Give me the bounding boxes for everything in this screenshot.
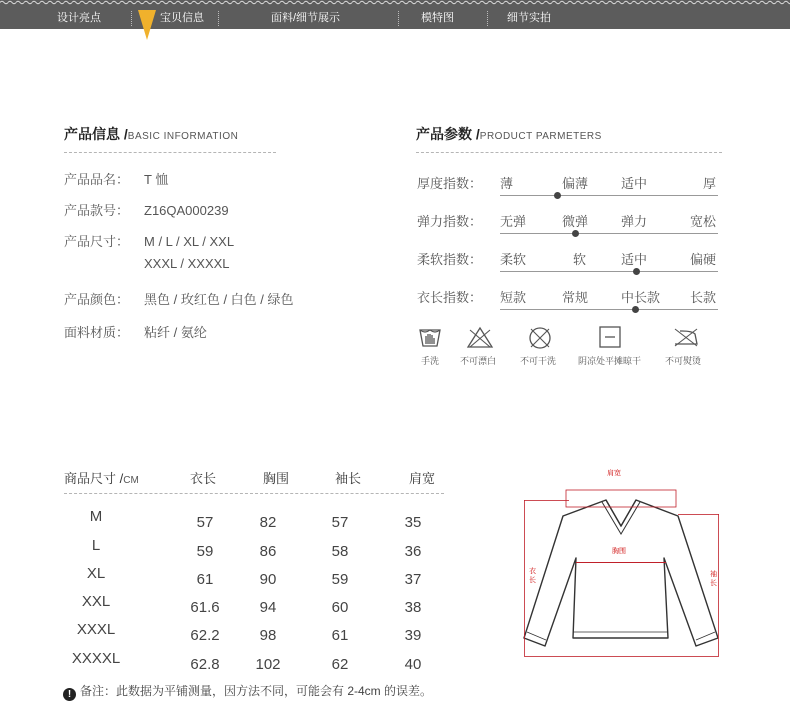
- param-scale-option: 偏硬: [690, 252, 717, 267]
- param-scale-option: 常规: [562, 290, 589, 305]
- size-label: XXXXL: [71, 650, 121, 667]
- no-bleach-icon: [466, 326, 494, 350]
- table-cell: 62: [331, 656, 349, 673]
- table-cell: 36: [404, 543, 422, 560]
- size-label: XL: [86, 565, 106, 582]
- table-cell: 38: [404, 599, 422, 616]
- nav-item-fabric[interactable]: 面料/细节展示: [271, 12, 341, 24]
- nav-active-pointer: [138, 10, 156, 40]
- care-label: 不可漂白: [460, 356, 497, 366]
- param-scale-marker: [632, 306, 639, 313]
- measurement-note: ! 备注：此数据为平铺测量，因方法不同，可能会有 2-4cm 的误差。: [63, 682, 432, 701]
- table-cell: 86: [259, 543, 277, 560]
- table-cell: 82: [259, 514, 277, 531]
- divider: [64, 152, 276, 153]
- column-header: 衣长: [190, 471, 217, 486]
- hand-wash-icon: [419, 326, 441, 350]
- info-row-material: 面料材质： 粘纤 / 氨纶: [64, 325, 207, 340]
- no-dry-clean-icon: [528, 326, 552, 350]
- param-scale-track: [500, 195, 718, 196]
- param-scale-option: 偏薄: [562, 176, 589, 191]
- info-row-sizes-cont: XXXL / XXXXL: [144, 256, 230, 271]
- table-cell: 37: [404, 571, 422, 588]
- top-nav-bar: [0, 0, 790, 29]
- shade-flat-dry-icon: [599, 326, 621, 348]
- param-scale-option: 弹力: [621, 214, 648, 229]
- product-info-title: 产品信息 /BASIC INFORMATION: [64, 126, 239, 142]
- table-cell: 59: [331, 571, 349, 588]
- param-scale-option: 适中: [621, 176, 648, 191]
- table-cell: 94: [259, 599, 277, 616]
- care-label: 阴凉处平摊晾干: [578, 356, 642, 366]
- chest-measure-line: [576, 562, 666, 563]
- tshirt-outline: [524, 500, 718, 646]
- table-cell: 62.8: [190, 656, 220, 673]
- table-cell: 57: [196, 514, 214, 531]
- garment-measurement-diagram: [518, 478, 728, 664]
- param-scale-track: [500, 309, 718, 310]
- info-icon: !: [63, 688, 76, 701]
- table-cell: 61.6: [190, 599, 220, 616]
- table-cell: 35: [404, 514, 422, 531]
- table-cell: 62.2: [190, 627, 220, 644]
- divider: [64, 493, 444, 494]
- chest-label: 胸围: [612, 548, 626, 555]
- nav-separator: [218, 11, 219, 26]
- care-label: 不可熨烫: [665, 356, 702, 366]
- param-scale-label: 厚度指数：: [417, 176, 483, 191]
- length-measure-line: [524, 500, 525, 656]
- nav-wave-border: [0, 0, 790, 5]
- table-cell: 102: [255, 656, 281, 673]
- param-scale-option: 薄: [500, 176, 514, 191]
- table-cell: 39: [404, 627, 422, 644]
- column-header: 袖长: [335, 471, 362, 486]
- param-scale-option: 短款: [500, 290, 527, 305]
- param-scale-option: 宽松: [690, 214, 717, 229]
- shoulder-measure-line: [566, 490, 676, 507]
- divider: [416, 152, 722, 153]
- nav-separator: [398, 11, 399, 26]
- nav-item-product-info[interactable]: 宝贝信息: [160, 12, 204, 24]
- sleeve-label-2: 长: [710, 580, 717, 587]
- column-header: 肩宽: [409, 471, 436, 486]
- no-iron-icon: [672, 326, 700, 348]
- care-label: 不可干洗: [520, 356, 557, 366]
- param-scale-label: 衣长指数：: [417, 290, 483, 305]
- care-label: 手洗: [421, 356, 440, 366]
- param-scale-option: 长款: [690, 290, 717, 305]
- size-label: M: [89, 508, 103, 525]
- param-scale-marker: [554, 192, 561, 199]
- table-cell: 40: [404, 656, 422, 673]
- table-cell: 58: [331, 543, 349, 560]
- nav-item-model[interactable]: 模特图: [421, 12, 454, 24]
- param-scale-option: 适中: [621, 252, 648, 267]
- shoulder-width-label: 肩宽: [607, 470, 621, 477]
- table-cell: 61: [331, 627, 349, 644]
- nav-item-detail-photos[interactable]: 细节实拍: [507, 12, 551, 24]
- length-label-1: 衣: [529, 568, 536, 575]
- param-scale-option: 厚: [703, 176, 717, 191]
- sleeve-label-1: 袖: [710, 571, 717, 578]
- length-label-2: 长: [529, 577, 536, 584]
- column-header: 胸围: [263, 471, 290, 486]
- param-scale-track: [500, 271, 718, 272]
- param-scale-option: 软: [573, 252, 587, 267]
- param-scale-label: 柔软指数：: [417, 252, 483, 267]
- nav-separator: [131, 11, 132, 26]
- sleeve-measure-line: [718, 514, 719, 656]
- param-scale-option: 无弹: [500, 214, 527, 229]
- param-scale-track: [500, 233, 718, 234]
- info-row-sizes: 产品尺寸： M / L / XL / XXL: [64, 234, 235, 249]
- param-scale-marker: [633, 268, 640, 275]
- info-row-colors: 产品颜色： 黑色 / 玫红色 / 白色 / 绿色: [64, 292, 294, 307]
- nav-separator: [487, 11, 488, 26]
- table-cell: 57: [331, 514, 349, 531]
- table-cell: 98: [259, 627, 277, 644]
- param-scale-marker: [572, 230, 579, 237]
- table-cell: 90: [259, 571, 277, 588]
- size-label: L: [91, 537, 101, 554]
- param-scale-option: 微弹: [562, 214, 589, 229]
- info-row-name: 产品品名： T 恤: [64, 172, 169, 187]
- table-cell: 59: [196, 543, 214, 560]
- size-table-title: 商品尺寸 /CM: [64, 471, 139, 486]
- size-label: XXXL: [76, 621, 116, 638]
- nav-item-design[interactable]: 设计亮点: [57, 12, 101, 24]
- table-cell: 60: [331, 599, 349, 616]
- table-cell: 61: [196, 571, 214, 588]
- param-scale-option: 柔软: [500, 252, 527, 267]
- param-scale-label: 弹力指数：: [417, 214, 483, 229]
- info-row-style-no: 产品款号： Z16QA000239: [64, 203, 229, 218]
- size-label: XXL: [81, 593, 111, 610]
- product-params-title: 产品参数 /PRODUCT PARMETERS: [416, 126, 602, 142]
- param-scale-option: 中长款: [621, 290, 661, 305]
